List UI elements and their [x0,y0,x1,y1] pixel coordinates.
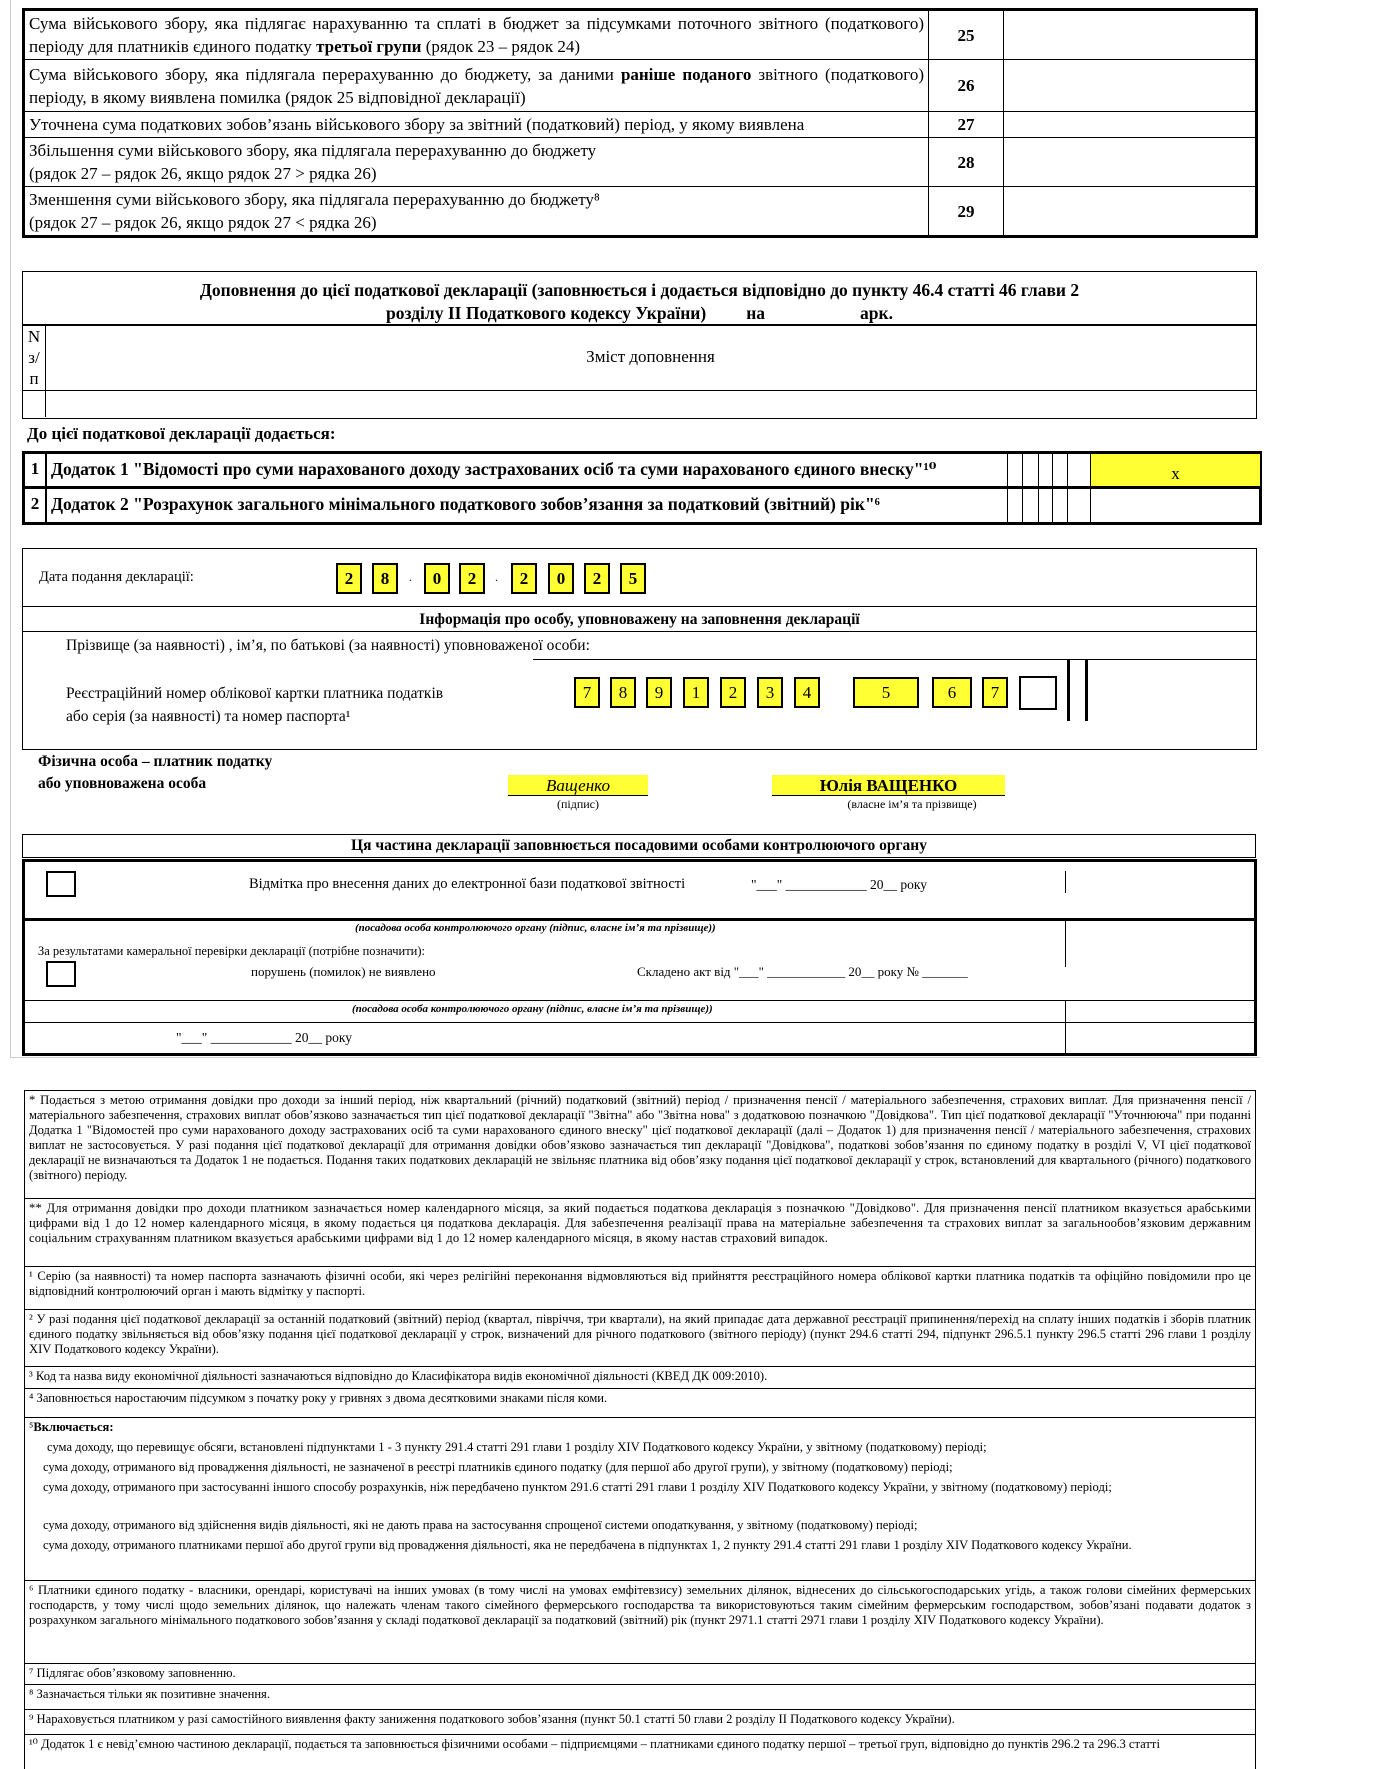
tax-lines-table [22,8,1258,238]
footnote-1: ¹ Серію (за наявності) та номер паспорта зазначають фізичні особи, які через релігійні переконання відмовляються від прийняття реєстраційного номера облікової картки платника податків та офіційно повідомили про це відповідний контролюючий орган і мають відмітку у паспорті. [25,1267,1255,1310]
attached-table [22,451,1262,525]
footnote-4: ⁴ Заповнюється наростаючим підсумком з початку року у гривнях з двома десятковими знаками після коми. [25,1389,1255,1418]
tax-line-number: 29 [929,187,1004,237]
tax-line-number: 25 [929,10,1004,60]
tax-line-description: Сума військового збору, яка підлягає нарахуванню та сплаті в бюджет за підсумками поточного звітного (податкового) періоду для платників єдиного податку третьої групи (рядок 23 – рядок 24) [24,10,929,60]
tax-line-row [24,112,1257,138]
footnote-3: ³ Код та назва виду економічної діяльності зазначаються відповідно до Класифікатора видів економічної діяльності (КВЕД ДК 009:2010). [25,1367,1255,1389]
tax-line-value[interactable] [1004,10,1257,60]
date-digit-cell[interactable]: 2 [336,563,362,594]
date-digit-cell[interactable]: 8 [372,563,398,594]
tax-line-row [24,60,1257,112]
date-separator: . [495,570,498,584]
footnote-2: ² У разі подання цієї податкової декларації за останній податковий (звітний) період (квартал, півріччя, три квартали), на який припадає дата державної реєстрації припинення/перехід на сплату інших податків і зборів платник єдиного податку звільняється від обов’язку подання цієї податкової декларації у строк, визначений для річного податкового (звітного періоду) (пункт 294.6 статті 294, підпункт 296.5.1 пункту 296.5 статті 296 глави 1 розділу XIV Податкового кодексу України). [25,1310,1255,1367]
reg-digit-cell[interactable]: 2 [720,677,746,708]
tax-line-value[interactable] [1004,112,1257,138]
official-caption-1: (посадова особа контролюючого органу (підпис, власне ім’я та прізвище)) [355,922,716,934]
tax-line-value[interactable] [1004,187,1257,237]
full-name-field[interactable]: Юлія ВАЩЕНКО [772,775,1005,796]
footnote-8: ⁸ Зазначається тільки як позитивне значення. [25,1685,1255,1710]
footnote-6: ⁶ Платники єдиного податку - власники, орендарі, користувачі на інших умовах (в тому числі на умовах емфітевзису) земельних ділянок, віднесених до сільськогосподарських угідь, а також голови сімейних фермерських господарств, у тому числі щодо земельних ділянок, що належать членам такого сімейного фермерського господарства та використовуються таким сімейним фермерським господарством, зобов’язані подавати додаток з розрахунком загального мінімального податкового зобов’язання у складі податкової декларації за податковий (звітний) рік (пункт 2971.1 статті 2971 глави 1 розділу XIV Податкового кодексу України). [25,1581,1255,1664]
tax-line-description: Зменшення суми військового збору, яка підлягала перерахуванню до бюджету⁸ (рядок 27 – рядок 26, якщо рядок 27 < рядка 26) [24,187,929,237]
reg-digit-cell[interactable]: 6 [932,677,972,708]
attachment-1-label: Додаток 1 "Відомості про суми нарахованого доходу застрахованих осіб та суми нарахованого єдиного внеску"¹⁰ [51,459,937,479]
tax-line-row [24,138,1257,187]
no-violations-label: порушень (помилок) не виявлено [251,964,436,979]
date-digit-cell[interactable]: 0 [548,563,574,594]
attachment-1-mark[interactable]: х [1090,454,1260,486]
date-label: Дата подання декларації: [39,569,194,585]
signature-caption: (підпис) [556,797,600,811]
supplement-title: Доповнення до цієї податкової декларації (заповнюється і додається відповідно до пункту 46.4 статті 46 глави 2 розділу ІІ Податкового кодексу України) на арк. [199,280,1080,323]
tax-line-row [24,187,1257,237]
authorized-name-label: Прізвище (за наявності) , ім’я, по батькові (за наявності) уповноваженої особи: [66,637,590,654]
date-digit-cell[interactable]: 5 [620,563,646,594]
date-digit-cell[interactable]: 2 [459,563,485,594]
tax-line-number: 26 [929,60,1004,112]
db-entry-date: "___" ____________ 20__ року [751,877,928,892]
attachment-2-number: 2 [30,494,40,513]
tax-line-value[interactable] [1004,60,1257,112]
full-name-caption: (власне ім’я та прізвище) [847,797,977,811]
reg-digit-cell[interactable]: 8 [610,677,636,708]
control-heading: Ця частина декларації заповнюється посадовими особами контролюючого органу [351,837,927,854]
tax-line-number: 27 [929,112,1004,138]
reg-label: Реєстраційний номер облікової картки платника податків або серія (за наявності) та номер паспорта¹ [66,685,444,725]
reg-digit-cell[interactable]: 4 [794,677,820,708]
supplement-col-number: N з/ п [27,327,41,388]
signature-field[interactable]: Ващенко [508,775,648,796]
person-label: Фізична особа – платник податку або уповноважена особа [38,753,273,792]
no-violations-checkbox[interactable] [46,961,76,987]
footnote-7: ⁷ Підлягає обов’язковому заповненню. [25,1664,1255,1685]
footnotes [24,1090,1256,1769]
tax-line-description: Збільшення суми військового збору, яка підлягала перерахуванню до бюджету (рядок 27 – рядок 26, якщо рядок 27 > рядка 26) [24,138,929,187]
reg-digit-cell[interactable]: 1 [683,677,709,708]
tax-line-description: Уточнена сума податкових зобов’язань військового збору за звітний (податковий) період, у якому виявлена [24,112,929,138]
date-separator: . [409,570,412,584]
tax-line-value[interactable] [1004,138,1257,187]
date-digit-cell[interactable]: 0 [424,563,450,594]
control-section [22,834,1256,1056]
date-digit-cell[interactable]: 2 [511,563,537,594]
tax-line-description: Сума військового збору, яка підлягала перерахуванню до бюджету, за даними раніше поданого звітного (податкового) періоду, в якому виявлена помилка (рядок 25 відповідної декларації) [24,60,929,112]
info-heading: Інформація про особу, уповноважену на заповнення декларації [419,611,860,628]
official-caption-2: (посадова особа контролюючого органу (підпис, власне ім’я та прізвище)) [352,1003,713,1015]
tax-line-row [24,10,1257,60]
date-digit-cell[interactable]: 2 [584,563,610,594]
reg-digit-cell[interactable]: 3 [757,677,783,708]
control-date: "___" ____________ 20__ року [176,1030,353,1045]
reg-number-empty-cell[interactable] [1019,676,1057,710]
db-entry-checkbox[interactable] [46,871,76,897]
footnote-9: ⁹ Нараховується платником у разі самостійного виявлення факту заниження податкового зобов’язання (пункт 50.1 статті 50 глави 2 розділу ІІ Податкового кодексу України). [25,1710,1255,1735]
results-label: За результатами камеральної перевірки декларації (потрібне позначити): [38,944,425,958]
attached-heading: До цієї податкової декларації додається: [27,424,336,443]
act-text: Складено акт від "___" ____________ 20__ року № _______ [637,964,968,979]
tax-line-number: 28 [929,138,1004,187]
footnote-10: ¹⁰ Додаток 1 є невід’ємною частиною декларації, подається та заповнюється фізичними особами – підприємцями – платниками єдиного податку першої – третьої груп, відповідно до пунктів 296.2 та 296.3 статті [29,1737,1160,1751]
attachment-2-label: Додаток 2 "Розрахунок загального мінімального податкового зобов’язання за податковий (звітний) рік"⁶ [51,494,880,514]
db-entry-label: Відмітка про внесення даних до електронної бази податкової звітності [249,876,686,892]
reg-digit-cell[interactable]: 5 [853,677,919,708]
footnote-5: ⁵Включається: сума доходу, що перевищує обсяги, встановлені підпунктами 1 - 3 пункту 291.4 статті 291 глави 1 розділу XIV Податкового кодексу України, у звітному (податковому) періоді; сума доходу, отриманого від провадження діяльності, не зазначеної в реєстрі платників єдиного податку (для першої або другої групи), у звітному (податковому) періоді; сума доходу, отриманого при застосуванні іншого способу розрахунків, ніж передбачено пунктом 291.6 статті 291 глави 1 розділу XIV Податкового кодексу України, у звітному (податковому) періоді; сума доходу, отриманого від здійснення видів діяльності, які не дають права на застосування спрощеної системи оподаткування, у звітному (податковому) періоді; сума доходу, отриманого платниками першої або другої групи від провадження діяльності, яка не передбачена в підпунктах 1, 2 пункту 291.4 статті 291 глави 1 розділу XIV Податкового кодексу України. [25,1418,1255,1581]
supplement-block [22,271,1257,419]
reg-digit-cell[interactable]: 7 [574,677,600,708]
attachment-1-number: 1 [30,459,40,478]
footnote-dstar: ** Для отримання довідки про доходи платником зазначається номер календарного місяця, за який подається податкова декларація з позначкою "Довідково". Для призначення пенсії платником вказується арабськими цифрами від 1 до 12 номер календарного місяця, в якому подається ця податкова декларація. Для забезпечення реалізації права на матеріальне забезпечення та страхових виплат за загальнообов’язковим державним соціальним страхуванням платником вказується арабськими цифрами від 1 до 12 номер календарного місяця, в якому настав страховий випадок. [25,1199,1255,1267]
supplement-col-content: Зміст доповнення [586,347,715,366]
reg-digit-cell[interactable]: 9 [646,677,672,708]
footnote-star: * Подається з метою отримання довідки про доходи за інший період, ніж квартальний (річний) податковий (звітний) період / призначення пенсії / матеріального забезпечення, страхових виплат. Для призначення пенсії / матеріального забезпечення, страхових виплат обов’язково зазначається тип цієї податкової декларації "Звітна" або "Звітна нова" з додатковою позначкою "Довідкова". Тип цієї податкової декларації "Уточнююча" при поданні Додатка 1 "Відомостей про суми нарахованого доходу застрахованих осіб та суми нарахованого єдиного внеску" цієї податкової декларації (далі – Додаток 1) для призначення пенсії / матеріального забезпечення, страхових виплат не застосовується. У разі подання цієї податкової декларації для отримання довідки обов’язково зазначається тип декларації "Довідкова", податкові зобов’язання по єдиному податку в розділі V, VI цієї податкової декларації не визначаються та Додаток 1 не подається. Подання таких податкових декларацій не звільняє платника від обов’язку подання цієї податкової декларації у строк, встановлений для квартального (річного) податкового (звітного) періоду. [25,1091,1255,1199]
reg-digit-cell[interactable]: 7 [982,677,1008,708]
